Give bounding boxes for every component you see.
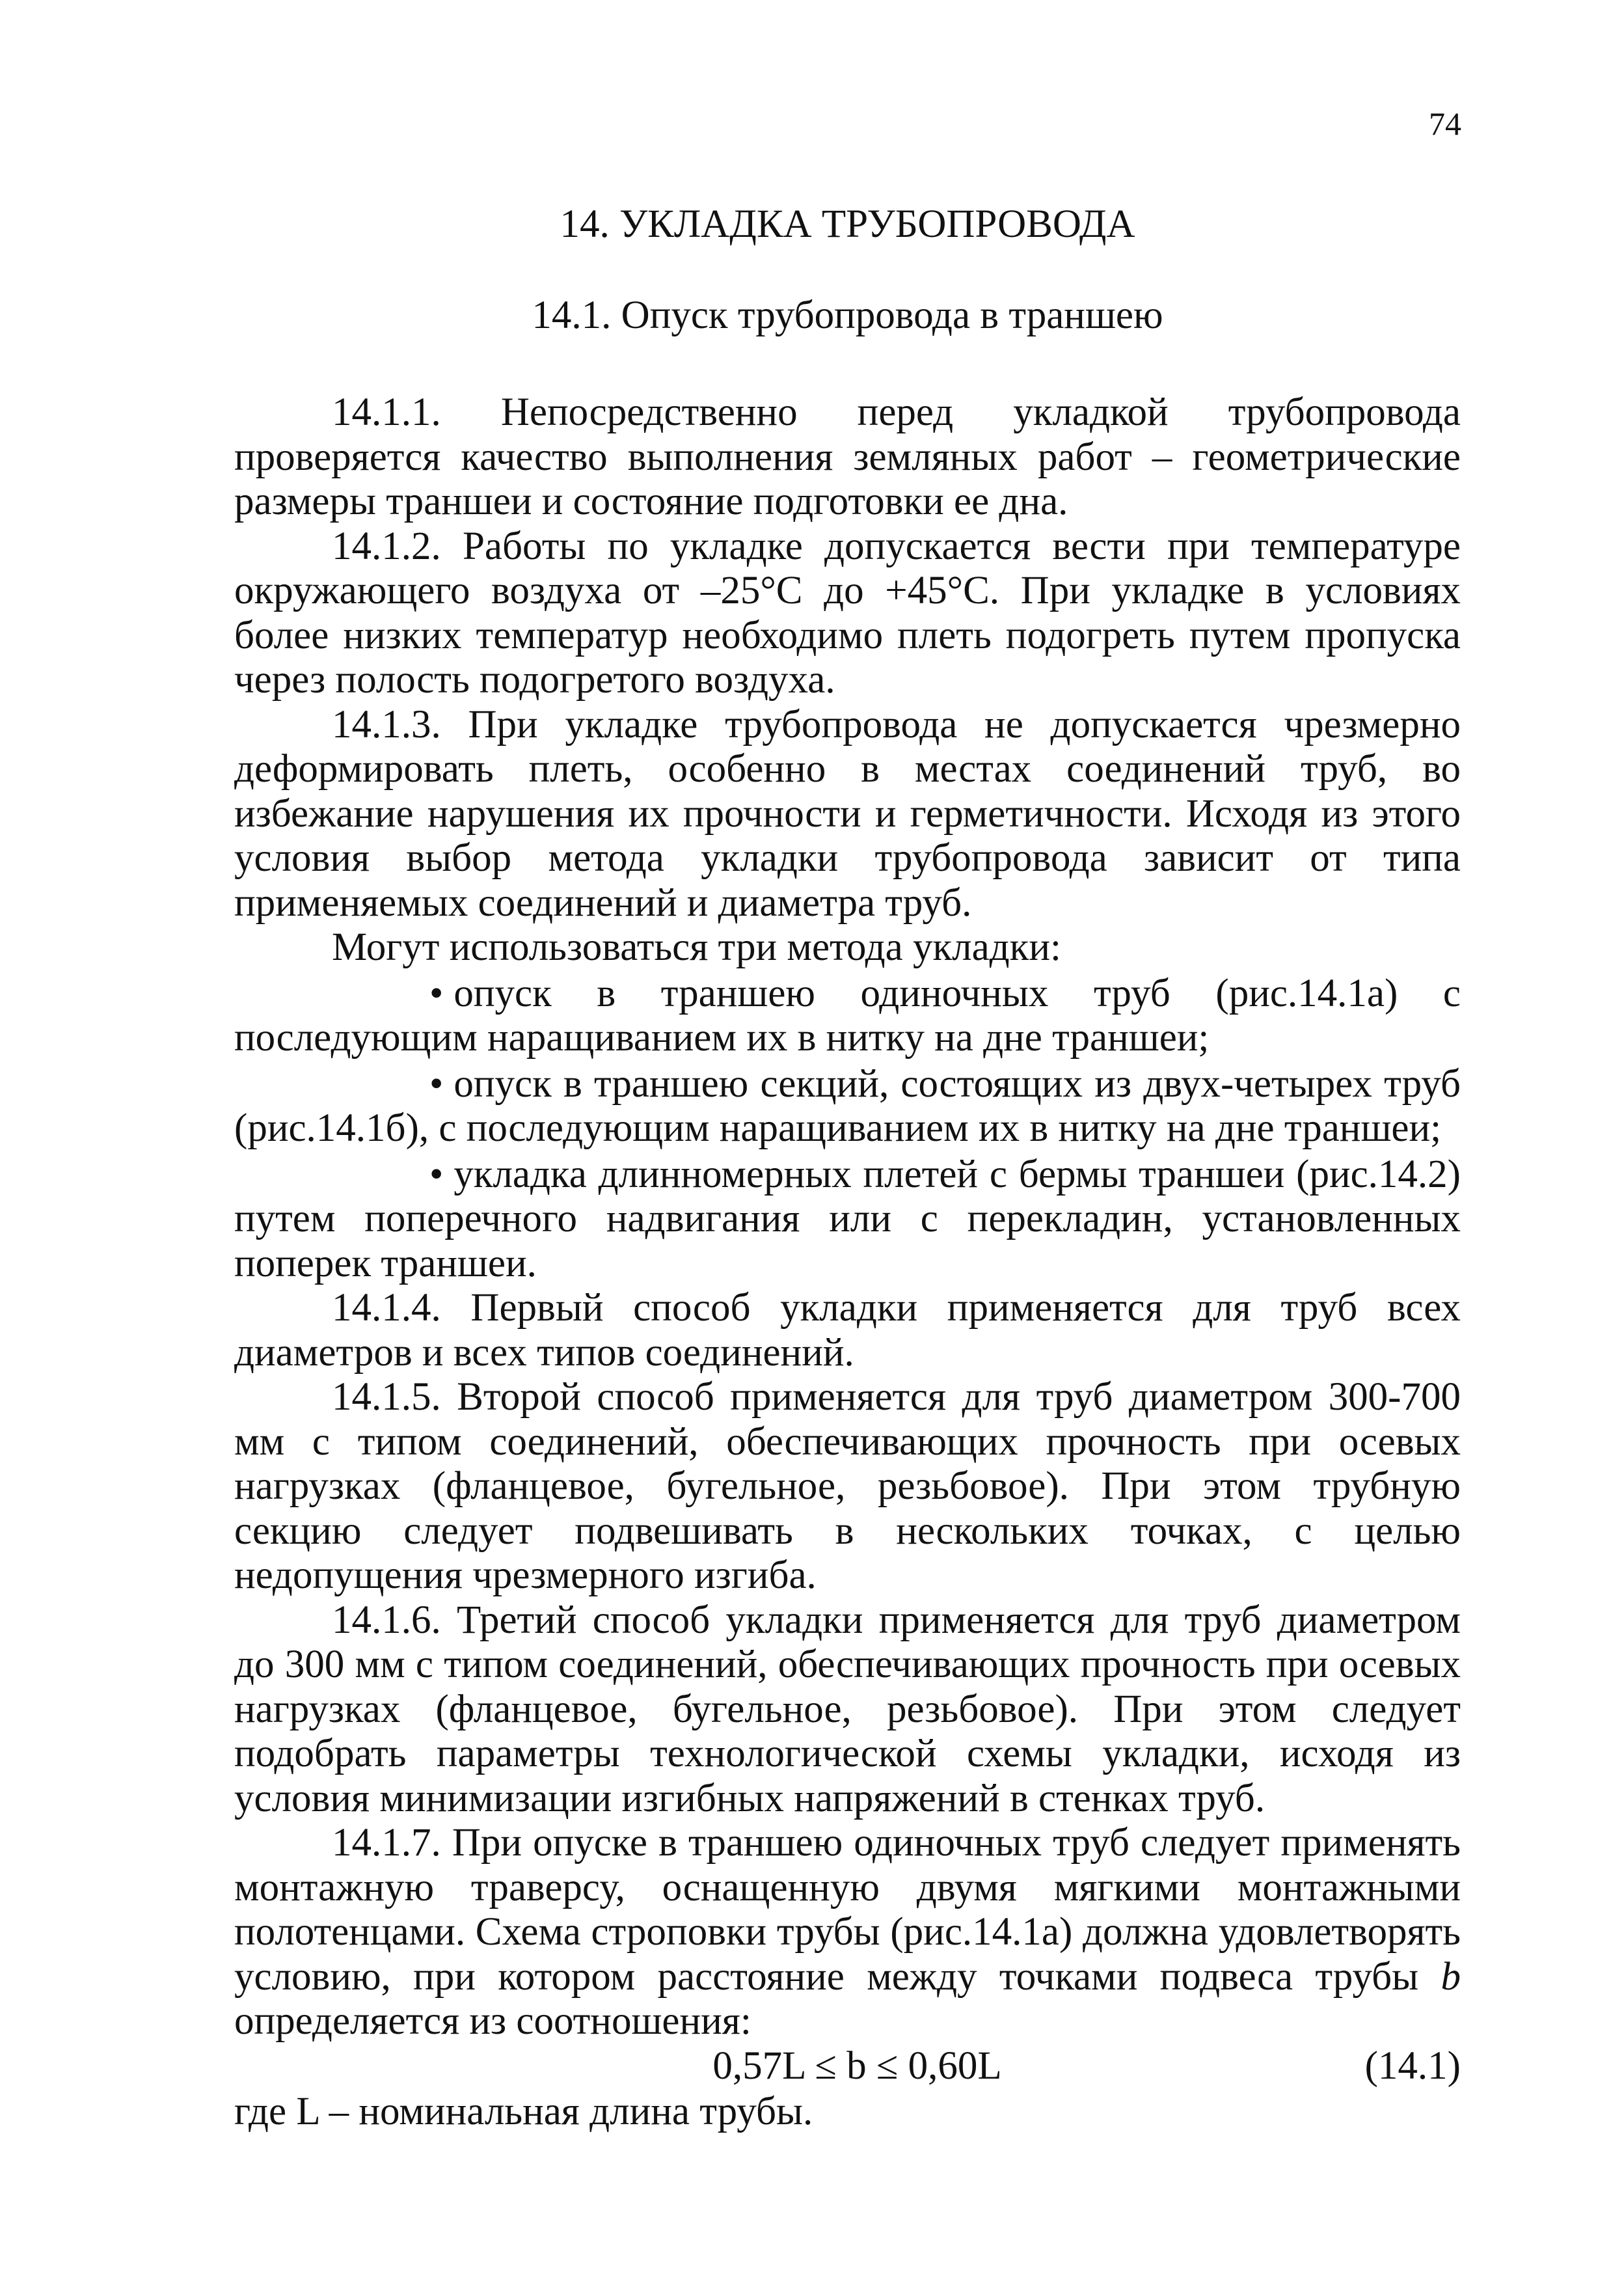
page-number: 74 bbox=[1429, 105, 1461, 142]
variable-b: b bbox=[1441, 1954, 1461, 1999]
formula-row bbox=[234, 2044, 1461, 2090]
paragraph-14-1-7-text: 14.1.7. При опуске в траншею одиночных труб следует применять монтажную траверсу, оснащенную двумя мягкими монтажными полотенцами. Схема строповки трубы (рис.14.1а) должна удовлетворять условию, при котором расстояние между точками подвеса трубы bbox=[234, 1821, 1461, 1999]
bullet-text: укладка длинномерных плетей с бермы траншеи (рис.14.2) путем поперечного надвигания или с перекладин, установленных поперек траншеи. bbox=[234, 1152, 1461, 1285]
paragraph-14-1-4: 14.1.4. Первый способ укладки применяется для труб всех диаметров и всех типов соединений. bbox=[234, 1286, 1461, 1374]
paragraph-14-1-5: 14.1.5. Второй способ применяется для труб диаметром 300-700 мм с типом соединений, обеспечивающих прочность при осевых нагрузках (фланцевое, бугельное, резьбовое). При этом трубную секцию следует подвешивать в нескольких точках, с целью недопущения чрезмерного изгиба. bbox=[234, 1375, 1461, 1597]
section-title: 14.1. Опуск трубопровода в траншею bbox=[532, 294, 1163, 337]
paragraph-14-1-3: 14.1.3. При укладке трубопровода не допускается чрезмерно деформировать плеть, особенно в местах соединений труб, во избежание нарушения их прочности и герметичности. Исходя из этого условия выбор метода укладки трубопровода зависит от типа применяемых соединений и диаметра труб. bbox=[234, 702, 1461, 925]
paragraph-14-1-2: 14.1.2. Работы по укладке допускается вести при температуре окружающего воздуха от –25°С до +45°С. При укладке в условиях более низких температур необходимо плеть подогреть путем пропуска через полость подогретого воздуха. bbox=[234, 524, 1461, 702]
bullet-icon: • bbox=[429, 1061, 444, 1106]
bullet-item bbox=[234, 1062, 1461, 1151]
paragraph-methods-intro: Могут использоваться три метода укладки: bbox=[332, 925, 1061, 969]
bullet-icon: • bbox=[429, 971, 444, 1015]
paragraph-14-1-7-tail: определяется из соотношения: bbox=[234, 1999, 751, 2043]
closing-line: где L – номинальная длина трубы. bbox=[234, 2089, 813, 2133]
formula-expression: 0,57L ≤ b ≤ 0,60L bbox=[712, 2044, 1002, 2088]
document-body bbox=[234, 198, 1461, 2134]
paragraph-14-1-7 bbox=[234, 1821, 1461, 2044]
bullet-text: опуск в траншею секций, состоящих из двух-четырех труб (рис.14.1б), с последующим наращиванием их в нитку на дне траншеи; bbox=[234, 1061, 1461, 1150]
bullet-text: опуск в траншею одиночных труб (рис.14.1а) с последующим наращиванием их в нитку на дне траншеи; bbox=[234, 971, 1461, 1059]
paragraph-14-1-1: 14.1.1. Непосредственно перед укладкой трубопровода проверяется качество выполнения земляных работ – геометрические размеры траншеи и состояние подготовки ее дна. bbox=[234, 390, 1461, 523]
paragraph-14-1-6: 14.1.6. Третий способ укладки применяется для труб диаметром до 300 мм с типом соединений, обеспечивающих прочность при осевых нагрузках (фланцевое, бугельное, резьбовое). При этом следует подобрать параметры технологической схемы укладки, исходя из условия минимизации изгибных напряжений в стенках труб. bbox=[234, 1598, 1461, 1820]
bullet-icon: • bbox=[429, 1152, 444, 1196]
formula-number: (14.1) bbox=[1364, 2044, 1461, 2088]
bullet-item bbox=[234, 1153, 1461, 1287]
chapter-title: 14. УКЛАДКА ТРУБОПРОВОДА bbox=[560, 202, 1135, 246]
bullet-item bbox=[234, 972, 1461, 1061]
